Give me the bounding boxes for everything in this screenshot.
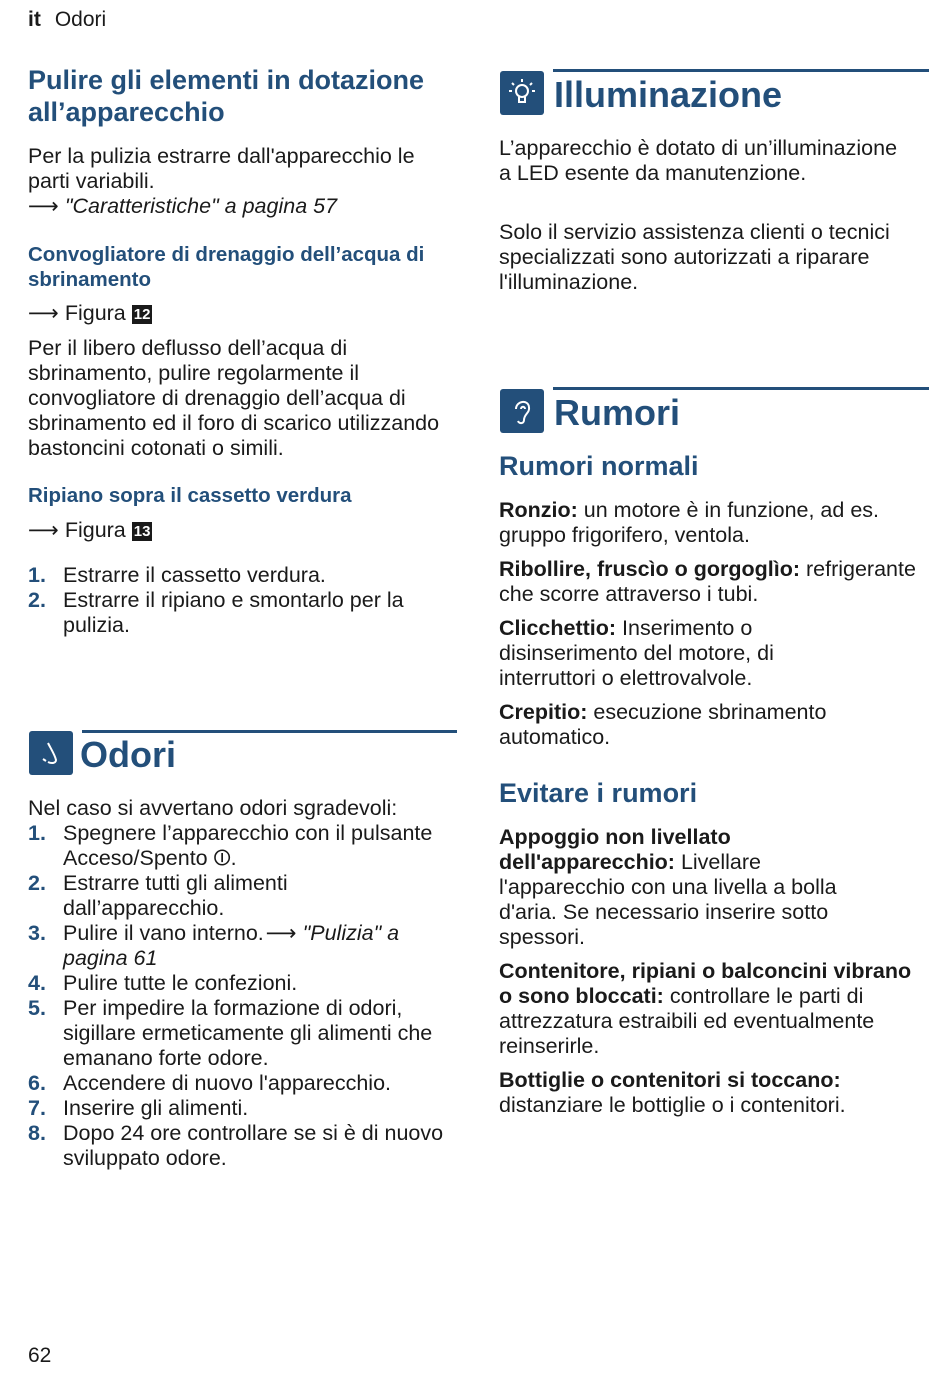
drain-instructions: Per il libero deflusso dell’acqua di sbrinamento, pulire regolarmente il convogliatore di drenaggio dell’acqua di sbrinamento ed il foro di scarico utilizzando bastoncini cotonati o simili. [28, 336, 440, 460]
arrow-icon: ⟶ [28, 301, 59, 325]
noise-description: esecuzione sbrinamento automatico. [499, 700, 827, 749]
subsection-title-normal-noises: Rumori normali [499, 451, 699, 481]
step-text: Spegnere l’apparecchio con il pulsante Acceso/Spento ⏼. [63, 821, 433, 870]
figure-number-badge: 13 [133, 523, 151, 540]
header-section: Odori [54, 8, 107, 31]
step-number: 2. [28, 871, 46, 895]
step-text: Per impedire la formazione di odori, sigillare ermeticamente gli alimenti che emanano forte odore. [63, 996, 433, 1070]
noise-description: Inserimento o disinserimento del motore, di interruttori o elettrovalvole. [499, 616, 774, 690]
list-item [499, 959, 924, 1059]
arrow-icon: ⟶ [28, 194, 59, 218]
list-item [28, 921, 448, 971]
step-number: 6. [28, 1071, 46, 1095]
list-item [28, 563, 456, 588]
nose-icon [29, 731, 73, 775]
step-number: 3. [28, 921, 46, 945]
step-text: Estrarre il cassetto verdura. [63, 563, 326, 587]
noise-description: distanziare le bottiglie o i contenitori. [499, 1093, 846, 1117]
running-header [28, 8, 106, 32]
noise-description: Livellare l'apparecchio con una livella a bolla d'aria. Se necessario inserire sotto spessori. [499, 850, 837, 949]
lightbulb-icon [500, 71, 544, 115]
illuminazione-text-2: Solo il servizio assistenza clienti o tecnici specializzati sono autorizzati a riparare l'illuminazione. [499, 220, 890, 294]
step-number: 1. [28, 563, 46, 587]
list-item [499, 616, 819, 691]
odori-intro: Nel caso si avvertano odori sgradevoli: [28, 796, 398, 820]
step-text: Pulire tutte le confezioni. [63, 971, 298, 995]
odori-steps-list [28, 821, 448, 1171]
step-number: 2. [28, 588, 46, 612]
step-number: 1. [28, 821, 46, 845]
list-item [499, 825, 889, 950]
noise-description: refrigerante che scorre attraverso i tubi. [499, 557, 916, 606]
step-text: Dopo 24 ore controllare se si è di nuovo sviluppato odore. [63, 1121, 444, 1170]
step-text: Accendere di nuovo l'apparecchio. [63, 1071, 392, 1095]
section-divider [553, 69, 929, 72]
noise-term: Bottiglie o contenitori si toccano: [499, 1068, 841, 1092]
list-item [28, 821, 448, 871]
cross-reference-text: "Caratteristiche" a pagina 57 [64, 194, 338, 218]
cleaning-intro [28, 144, 448, 219]
figure-reference-12[interactable] [28, 301, 152, 326]
noise-description: un motore è in funzione, ad es. gruppo frigorifero, ventola. [499, 498, 880, 547]
list-item [499, 498, 929, 548]
figure-number-badge: 12 [133, 306, 151, 323]
avoid-noises-list [499, 825, 924, 1118]
noise-description: controllare le parti di attrezzatura estraibili ed eventualmente reinserirle. [499, 984, 875, 1058]
arrow-icon: ⟶ [28, 518, 59, 542]
list-item [28, 1096, 448, 1121]
noise-term: Contenitore, ripiani o balconcini vibrano o sono bloccati: [499, 959, 912, 1008]
subsection-title-avoid-noises: Evitare i rumori [499, 778, 698, 808]
ear-icon [500, 389, 544, 433]
page-number: 62 [28, 1344, 52, 1367]
list-item [28, 1121, 448, 1171]
list-item [28, 971, 448, 996]
list-item [499, 700, 879, 750]
step-text: Estrarre il ripiano e smontarlo per la pulizia. [63, 588, 404, 637]
shelf-steps-list [28, 563, 456, 638]
subsection-title-shelf: Ripiano sopra il cassetto verdura [28, 484, 352, 507]
noise-term: Clicchettio: [499, 616, 617, 640]
normal-noises-list [499, 498, 929, 750]
step-number: 5. [28, 996, 46, 1020]
figure-label: Figura [64, 518, 126, 542]
section-divider [553, 387, 929, 390]
cross-reference-text: "Pulizia" a pagina 61 [63, 921, 400, 970]
section-title-odori: Odori [80, 734, 176, 775]
cross-reference[interactable] [28, 194, 337, 218]
step-text: Pulire il vano interno. [63, 921, 264, 945]
list-item [28, 871, 448, 921]
list-item [499, 557, 929, 607]
noise-term: Crepitio: [499, 700, 588, 724]
step-number: 8. [28, 1121, 46, 1145]
subsection-title-drain: Convogliatore di drenaggio dell’acqua di sbrinamento [28, 243, 425, 291]
noise-term: Ronzio: [499, 498, 578, 522]
section-title-cleaning: Pulire gli elementi in dotazione all’apparecchio [28, 65, 425, 127]
illuminazione-text-1: L’apparecchio è dotato di un’illuminazione a LED esente da manutenzione. [499, 136, 898, 185]
figure-reference-13[interactable] [28, 518, 152, 543]
language-code: it [28, 8, 41, 31]
list-item [28, 996, 448, 1071]
noise-term: Appoggio non livellato dell'apparecchio: [499, 825, 731, 874]
section-divider [82, 730, 457, 733]
cleaning-intro-text: Per la pulizia estrarre dall'apparecchio le parti variabili. [28, 144, 415, 193]
step-number: 4. [28, 971, 46, 995]
list-item [28, 1071, 448, 1096]
list-item [28, 588, 456, 638]
step-text: Inserire gli alimenti. [63, 1096, 249, 1120]
noise-term: Ribollire, fruscìo o gorgoglìo: [499, 557, 800, 581]
list-item [499, 1068, 924, 1118]
section-title-rumori: Rumori [554, 392, 680, 433]
arrow-icon: ⟶ [265, 921, 297, 945]
step-text: Estrarre tutti gli alimenti dall’apparecchio. [63, 871, 288, 920]
step-number: 7. [28, 1096, 46, 1120]
figure-label: Figura [64, 301, 126, 325]
section-title-illuminazione: Illuminazione [554, 74, 783, 115]
